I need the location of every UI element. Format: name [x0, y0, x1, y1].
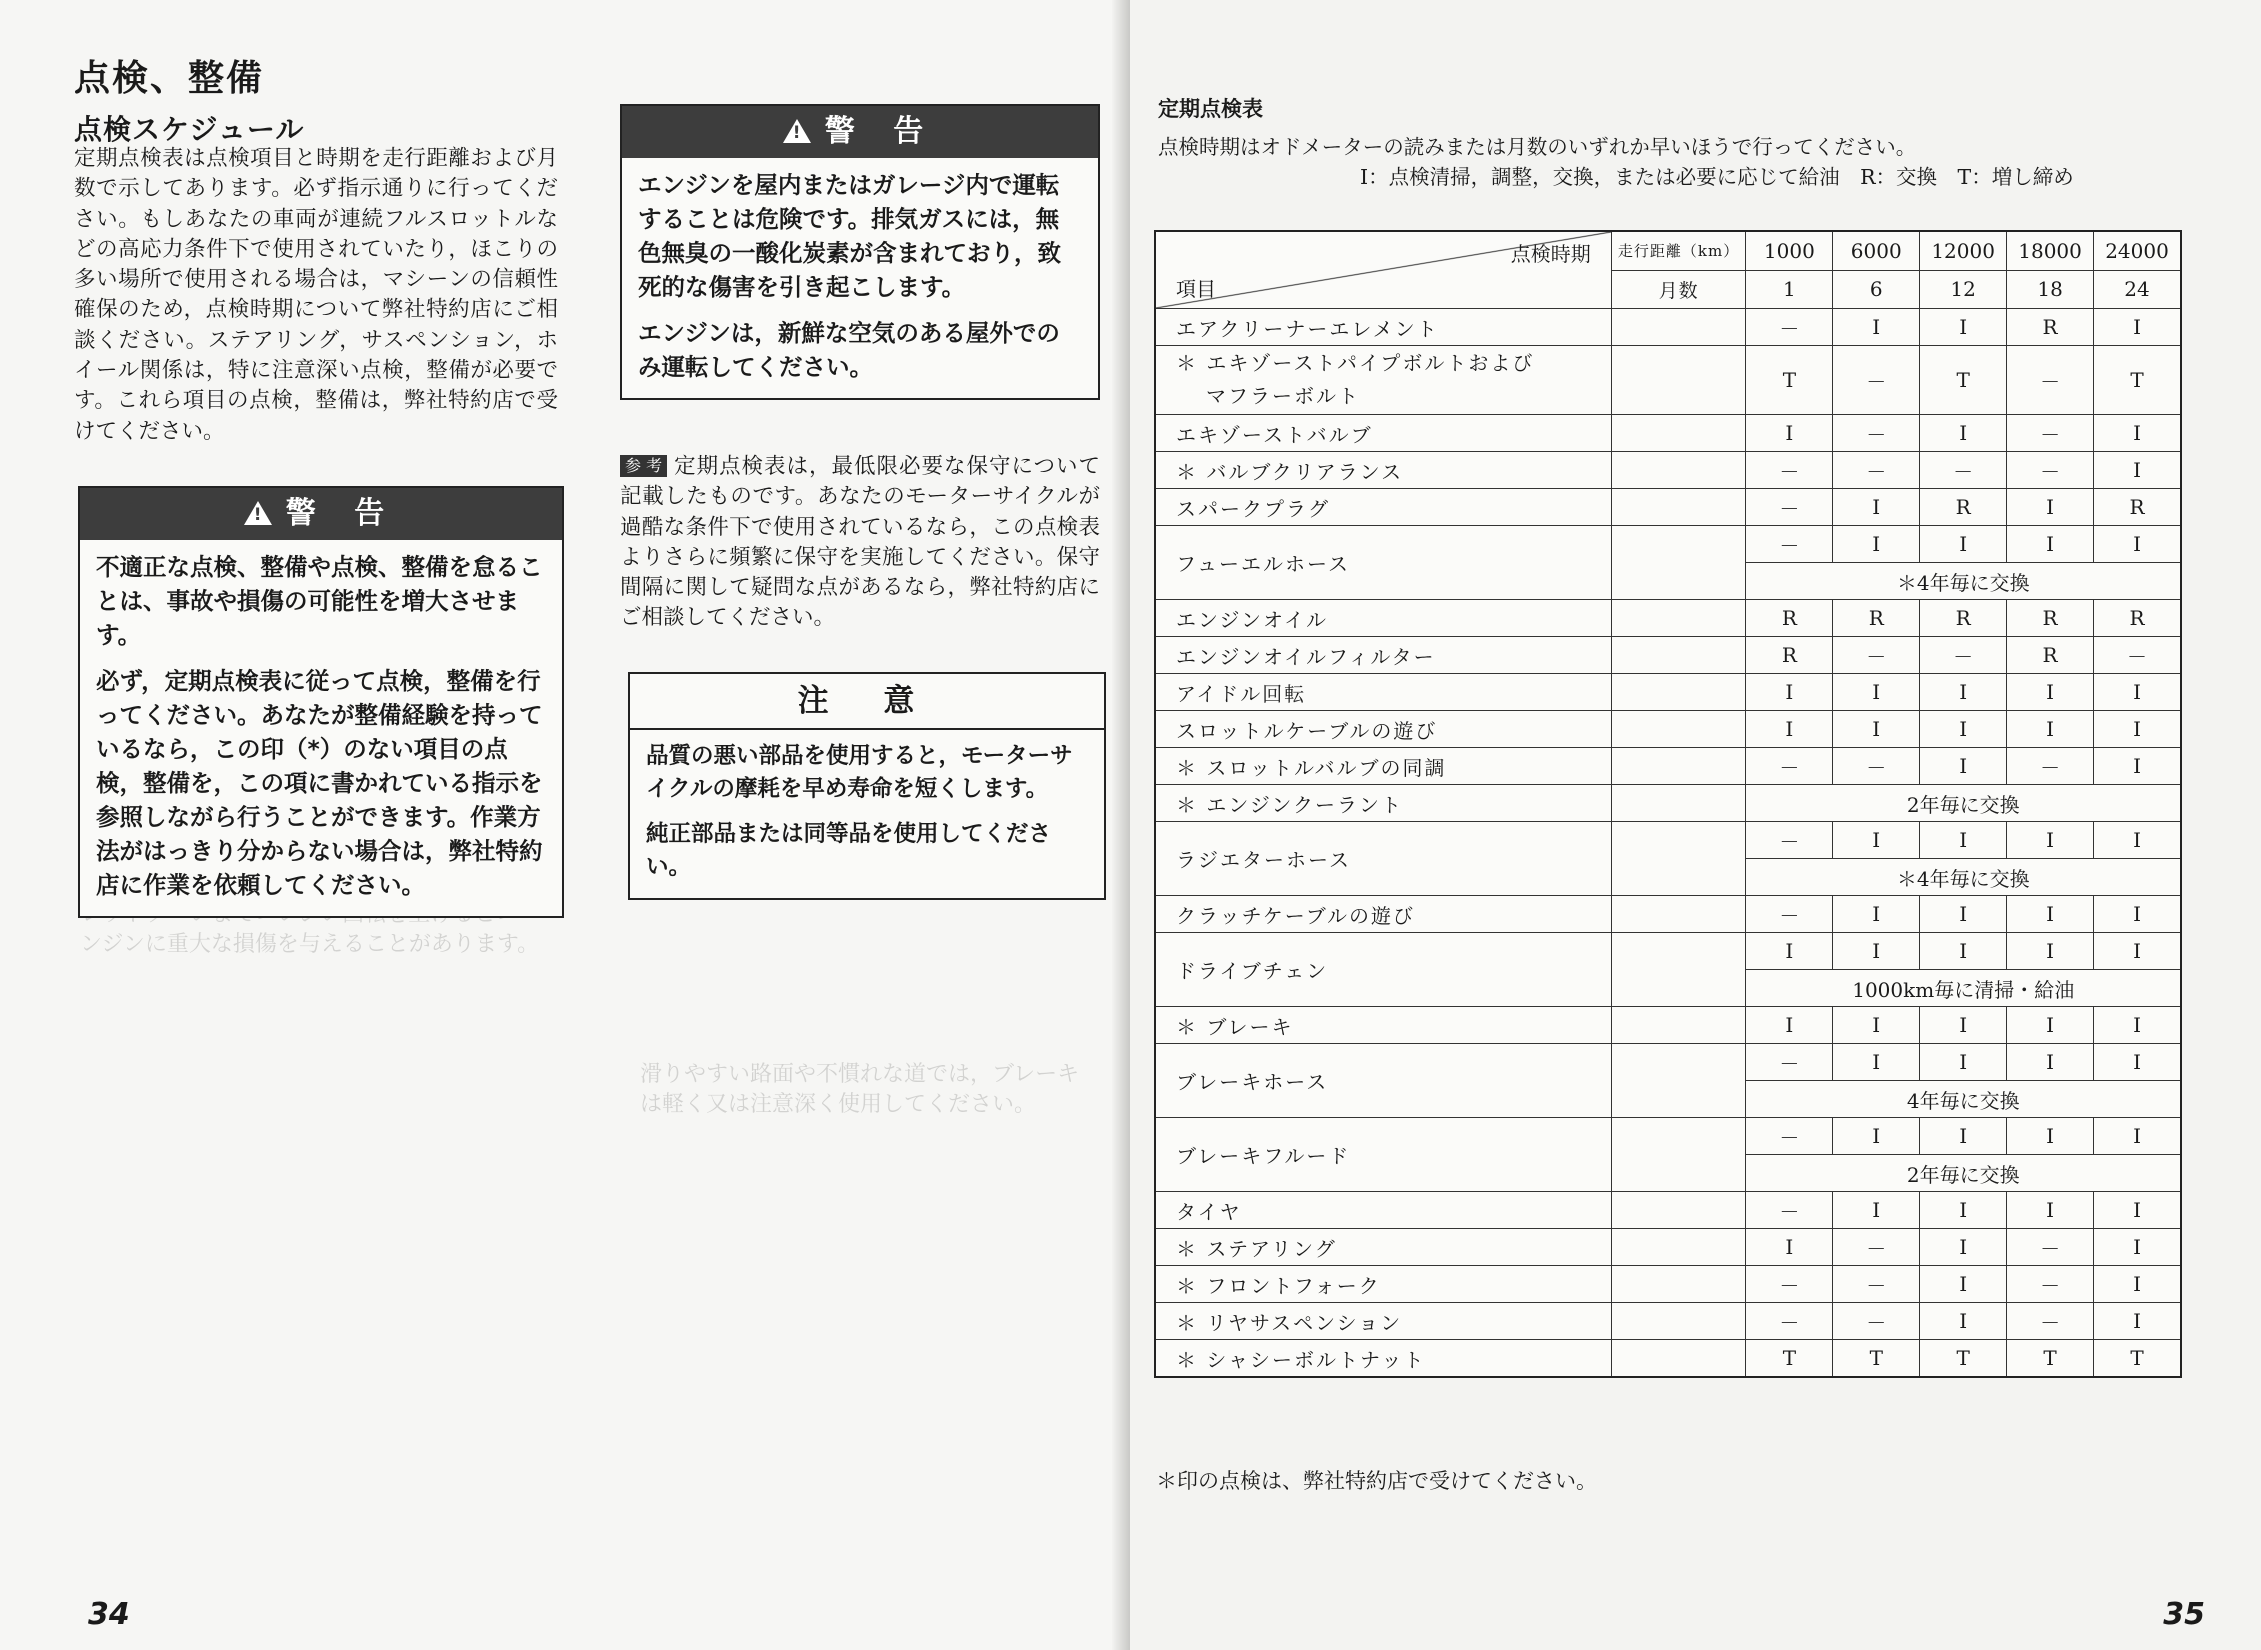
table-header-row	[1155, 231, 2181, 270]
warning-body	[80, 540, 562, 916]
row-spacer-cell	[1611, 1303, 1746, 1340]
table-row	[1155, 309, 2181, 346]
interval-value: I	[2007, 711, 2094, 748]
caution-box	[628, 672, 1106, 900]
interval-value: I	[2094, 1266, 2181, 1303]
interval-value: －	[1833, 637, 1920, 674]
interval-value: －	[2094, 637, 2181, 674]
interval-value: I	[2094, 415, 2181, 452]
interval-value: I	[2094, 1044, 2181, 1081]
row-item-label: ＊ フロントフォーク	[1155, 1266, 1611, 1303]
warning-text: エンジンは，新鮮な空気のある屋外でのみ運転してください。	[638, 319, 1060, 381]
interval-value: I	[1833, 896, 1920, 933]
warning-header: !警 告	[622, 106, 1098, 158]
row-item-label: エンジンオイルフィルター	[1155, 637, 1611, 674]
row-spacer-cell	[1611, 1340, 1746, 1378]
interval-value: I	[1920, 674, 2007, 711]
table-row	[1155, 526, 2181, 563]
interval-value: I	[1920, 748, 2007, 785]
interval-value: I	[1920, 1266, 2007, 1303]
interval-value: T	[2007, 1340, 2094, 1378]
interval-value: I	[2094, 1303, 2181, 1340]
interval-value: I	[1920, 1192, 2007, 1229]
interval-value: I	[1920, 309, 2007, 346]
interval-value: I	[2094, 1229, 2181, 1266]
caution-text: 品質の悪い部品を使用すると，モーターサイクルの摩耗を早め寿命を短くします。	[646, 743, 1073, 802]
row-item-label: クラッチケーブルの遊び	[1155, 896, 1611, 933]
interval-value: T	[1746, 346, 1833, 415]
interval-value: R	[1833, 600, 1920, 637]
page-number-right: 35	[2163, 1597, 2205, 1632]
table-row	[1155, 785, 2181, 822]
interval-value: I	[1833, 1192, 1920, 1229]
interval-note: 1000km毎に清掃・給油	[1746, 970, 2181, 1007]
row-item-label: ＊ ブレーキ	[1155, 1007, 1611, 1044]
row-item-label-line2: マフラーボルト	[1206, 384, 1360, 408]
table-description: 点検時期はオドメーターの読みまたは月数のいずれか早いほうで行ってください。	[1158, 135, 1917, 159]
distance-header: 6000	[1833, 231, 1920, 270]
interval-value: －	[1833, 1266, 1920, 1303]
row-item-label: アイドル回転	[1155, 674, 1611, 711]
interval-value: －	[1746, 1044, 1833, 1081]
warning-box-maintenance	[78, 486, 564, 918]
row-item-label: スロットルケーブルの遊び	[1155, 711, 1611, 748]
interval-value: T	[1920, 346, 2007, 415]
interval-note: 2年毎に交換	[1746, 1155, 2181, 1192]
section-title: 点検スケジュール	[74, 113, 305, 146]
row-item-label: エンジンオイル	[1155, 600, 1611, 637]
interval-value: R	[1920, 489, 2007, 526]
interval-value: I	[2094, 748, 2181, 785]
interval-value: I	[2094, 896, 2181, 933]
show-through-text: ンジンに重大な損傷を与えることがあります。	[80, 932, 540, 957]
interval-value: －	[1833, 346, 1920, 415]
table-row	[1155, 933, 2181, 970]
interval-value: I	[2007, 1192, 2094, 1229]
interval-value: I	[2094, 1192, 2181, 1229]
table-row	[1155, 1340, 2181, 1378]
interval-value: I	[2094, 526, 2181, 563]
table-row	[1155, 1229, 2181, 1266]
row-item-label: フューエルホース	[1155, 526, 1611, 600]
distance-header: 1000	[1746, 231, 1833, 270]
table-row	[1155, 711, 2181, 748]
months-header: 12	[1920, 270, 2007, 309]
table-title: 定期点検表	[1158, 97, 1263, 121]
row-spacer-cell	[1611, 489, 1746, 526]
interval-value: I	[1746, 1007, 1833, 1044]
interval-value: －	[2007, 452, 2094, 489]
caution-header: 注 意	[630, 674, 1104, 730]
interval-value: I	[2094, 1118, 2181, 1155]
interval-value: I	[2094, 933, 2181, 970]
row-item-label: スパークプラグ	[1155, 489, 1611, 526]
interval-value: I	[1920, 1303, 2007, 1340]
interval-value: R	[1920, 600, 2007, 637]
row-spacer-cell	[1611, 674, 1746, 711]
row-item-label: ラジエターホース	[1155, 822, 1611, 896]
interval-value: I	[2094, 822, 2181, 859]
period-label: 点検時期	[1510, 242, 1591, 266]
show-through-text: 滑りやすい路面や不慣れな道では，ブレーキは軽く又は注意深く使用してください。	[640, 1062, 1080, 1117]
interval-value: T	[1833, 1340, 1920, 1378]
interval-value: －	[2007, 346, 2094, 415]
distance-header: 24000	[2094, 231, 2181, 270]
interval-value: I	[1833, 711, 1920, 748]
interval-value: －	[1833, 748, 1920, 785]
row-item-label: ＊ バルブクリアランス	[1155, 452, 1611, 489]
interval-value: I	[1833, 1118, 1920, 1155]
reference-text: 定期点検表は，最低限必要な保守について記載したものです。あなたのモーターサイクルが過酷な条件下で使用されているなら，この点検表よりさらに頻繁に保守を実施してください。保守間隔に関して疑問な点があるなら，弊社特約店にご相談してください。	[620, 454, 1100, 631]
warning-body	[622, 158, 1098, 398]
table-footnote: ＊印の点検は、弊社特約店で受けてください。	[1156, 1469, 1597, 1493]
interval-value: I	[1920, 1229, 2007, 1266]
distance-header: 18000	[2007, 231, 2094, 270]
interval-value: T	[2094, 346, 2181, 415]
row-spacer-cell	[1611, 748, 1746, 785]
row-spacer-cell	[1611, 637, 1746, 674]
interval-value: －	[1833, 1229, 1920, 1266]
interval-value: T	[1746, 1340, 1833, 1378]
interval-value: －	[2007, 415, 2094, 452]
months-header: 6	[1833, 270, 1920, 309]
table-row	[1155, 748, 2181, 785]
table-legend: I：点検清掃，調整，交換，または必要に応じて給油 R：交換 T：増し締め	[1360, 165, 2074, 189]
interval-value: R	[2007, 309, 2094, 346]
interval-value: I	[2007, 896, 2094, 933]
row-item-label: ＊ エンジンクーラント	[1155, 785, 1611, 822]
interval-value: I	[1746, 1229, 1833, 1266]
months-label: 月数	[1611, 270, 1746, 309]
interval-value: －	[1746, 1266, 1833, 1303]
reference-paragraph	[620, 452, 1100, 634]
interval-value: I	[1833, 822, 1920, 859]
interval-note: 2年毎に交換	[1746, 785, 2181, 822]
interval-value: I	[1833, 489, 1920, 526]
interval-value: R	[2007, 637, 2094, 674]
caution-text: 純正部品または同等品を使用してください。	[646, 821, 1052, 880]
row-item-label: タイヤ	[1155, 1192, 1611, 1229]
interval-note: ＊4年毎に交換	[1746, 859, 2181, 896]
row-spacer-cell	[1611, 600, 1746, 637]
interval-value: R	[2094, 600, 2181, 637]
interval-value: I	[2094, 309, 2181, 346]
interval-value: －	[1746, 896, 1833, 933]
interval-value: －	[1746, 1192, 1833, 1229]
page-title: 点検、整備	[74, 57, 265, 99]
row-spacer-cell	[1611, 822, 1746, 896]
table-row	[1155, 346, 2181, 415]
row-item-label: ＊ リヤサスペンション	[1155, 1303, 1611, 1340]
interval-value: －	[1833, 415, 1920, 452]
row-spacer-cell	[1611, 415, 1746, 452]
interval-value: －	[2007, 748, 2094, 785]
row-spacer-cell	[1611, 1229, 1746, 1266]
months-header: 18	[2007, 270, 2094, 309]
interval-value: －	[1833, 1303, 1920, 1340]
interval-value: I	[1920, 896, 2007, 933]
interval-value: －	[2007, 1303, 2094, 1340]
table-row	[1155, 674, 2181, 711]
interval-value: T	[2094, 1340, 2181, 1378]
interval-value: I	[1920, 526, 2007, 563]
table-row	[1155, 896, 2181, 933]
interval-value: －	[1746, 489, 1833, 526]
interval-value: －	[1833, 452, 1920, 489]
warning-triangle-icon	[783, 119, 811, 143]
row-item-label: ブレーキフルード	[1155, 1118, 1611, 1192]
interval-value: I	[2007, 489, 2094, 526]
row-spacer-cell	[1611, 1192, 1746, 1229]
table-row	[1155, 1044, 2181, 1081]
interval-value: I	[1920, 415, 2007, 452]
row-spacer-cell	[1611, 1044, 1746, 1118]
maintenance-schedule-table	[1154, 230, 2182, 1378]
interval-value: I	[1920, 1007, 2007, 1044]
row-item-label-line1: ＊ エキゾーストパイプボルトおよび	[1176, 351, 1535, 375]
interval-value: I	[2094, 674, 2181, 711]
warning-triangle-icon	[244, 501, 272, 525]
interval-value: I	[2007, 1007, 2094, 1044]
interval-value: I	[1920, 1118, 2007, 1155]
interval-value: I	[1833, 674, 1920, 711]
row-spacer-cell	[1611, 346, 1746, 415]
warning-text: 不適正な点検、整備や点検、整備を怠ることは、事故や損傷の可能性を増大させます。	[96, 553, 543, 649]
row-spacer-cell	[1611, 1266, 1746, 1303]
row-item-label: エアクリーナーエレメント	[1155, 309, 1611, 346]
interval-value: －	[1746, 1118, 1833, 1155]
interval-value: I	[2007, 933, 2094, 970]
intro-paragraph: 定期点検表は点検項目と時期を走行距離および月数で示してあります。必ず指示通りに行ってください。もしあなたの車両が連続フルスロットルなどの高応力条件下で使用されていたり，ほこりの多い場所で使用される場合は，マシーンの信頼性確保のため，点検時期について弊社特約店にご相談ください。ステアリング，サスペンション，ホイール関係は，特に注意深い点検，整備が必要です。これら項目の点検，整備は，弊社特約店で受けてください。	[74, 146, 558, 444]
row-spacer-cell	[1611, 1118, 1746, 1192]
left-page	[0, 0, 1130, 1650]
interval-value: －	[1746, 748, 1833, 785]
interval-value: I	[1746, 933, 1833, 970]
row-spacer-cell	[1611, 1007, 1746, 1044]
interval-value: I	[1833, 933, 1920, 970]
table-row	[1155, 600, 2181, 637]
interval-value: I	[1920, 822, 2007, 859]
reference-tag: 参 考	[620, 455, 667, 477]
interval-value: I	[2094, 711, 2181, 748]
item-label: 項目	[1176, 277, 1216, 301]
row-spacer-cell	[1611, 785, 1746, 822]
header-diagonal-cell	[1155, 231, 1611, 309]
interval-value: I	[1833, 1044, 1920, 1081]
warning-header: !警 告	[80, 488, 562, 540]
table-row	[1155, 822, 2181, 859]
table-row	[1155, 637, 2181, 674]
table-row	[1155, 1118, 2181, 1155]
interval-value: I	[1746, 415, 1833, 452]
warning-text: エンジンを屋内またはガレージ内で運転することは危険です。排気ガスには，無色無臭の一酸化炭素が含まれており，致死的な傷害を引き起こします。	[638, 171, 1061, 301]
row-spacer-cell	[1611, 933, 1746, 1007]
row-spacer-cell	[1611, 452, 1746, 489]
interval-value: T	[1920, 1340, 2007, 1378]
table-row	[1155, 1192, 2181, 1229]
interval-value: R	[1746, 600, 1833, 637]
interval-value: －	[1746, 1303, 1833, 1340]
interval-value: －	[1746, 309, 1833, 346]
interval-value: －	[1920, 637, 2007, 674]
warning-box-exhaust	[620, 104, 1100, 400]
interval-value: I	[1920, 933, 2007, 970]
row-item-label: エキゾーストバルブ	[1155, 415, 1611, 452]
page-number-left: 34	[88, 1597, 130, 1632]
interval-value: －	[1746, 526, 1833, 563]
row-item-label: ＊ ステアリング	[1155, 1229, 1611, 1266]
row-spacer-cell	[1611, 896, 1746, 933]
row-item-label: ドライブチェン	[1155, 933, 1611, 1007]
interval-note: 4年毎に交換	[1746, 1081, 2181, 1118]
months-header: 24	[2094, 270, 2181, 309]
interval-note: ＊4年毎に交換	[1746, 563, 2181, 600]
row-item-label: ＊ シャシーボルトナット	[1155, 1340, 1611, 1378]
interval-value: －	[2007, 1266, 2094, 1303]
interval-value: I	[2094, 452, 2181, 489]
interval-value: I	[2094, 1007, 2181, 1044]
interval-value: I	[2007, 1044, 2094, 1081]
interval-value: I	[1833, 526, 1920, 563]
row-item-label	[1155, 346, 1611, 415]
interval-value: I	[2007, 1118, 2094, 1155]
interval-value: R	[2094, 489, 2181, 526]
row-spacer-cell	[1611, 309, 1746, 346]
interval-value: I	[2007, 674, 2094, 711]
interval-value: I	[2007, 526, 2094, 563]
interval-value: －	[1746, 452, 1833, 489]
interval-value: I	[1833, 1007, 1920, 1044]
table-row	[1155, 1303, 2181, 1340]
interval-value: I	[1746, 711, 1833, 748]
row-item-label: ブレーキホース	[1155, 1044, 1611, 1118]
row-item-label: ＊ スロットルバルブの同調	[1155, 748, 1611, 785]
interval-value: I	[1920, 1044, 2007, 1081]
caution-body	[630, 730, 1104, 898]
table-row	[1155, 489, 2181, 526]
table-row	[1155, 415, 2181, 452]
interval-value: I	[1833, 309, 1920, 346]
interval-value: I	[1746, 674, 1833, 711]
distance-header: 12000	[1920, 231, 2007, 270]
interval-value: I	[2007, 822, 2094, 859]
warning-text: 必ず，定期点検表に従って点検，整備を行ってください。あなたが整備経験を持っているなら，この印（*）のない項目の点検，整備を，この項に書かれている指示を参照しながら行うことができます。作業方法がはっきり分からない場合は，弊社特約店に作業を依頼してください。	[96, 667, 543, 899]
interval-value: －	[1920, 452, 2007, 489]
interval-value: R	[1746, 637, 1833, 674]
interval-value: －	[2007, 1229, 2094, 1266]
table-row	[1155, 1007, 2181, 1044]
months-header: 1	[1746, 270, 1833, 309]
interval-value: R	[2007, 600, 2094, 637]
table-row	[1155, 1266, 2181, 1303]
table-row	[1155, 452, 2181, 489]
distance-label: 走行距離（km）	[1611, 231, 1746, 270]
row-spacer-cell	[1611, 526, 1746, 600]
interval-value: I	[1920, 711, 2007, 748]
interval-value: －	[1746, 822, 1833, 859]
row-spacer-cell	[1611, 711, 1746, 748]
